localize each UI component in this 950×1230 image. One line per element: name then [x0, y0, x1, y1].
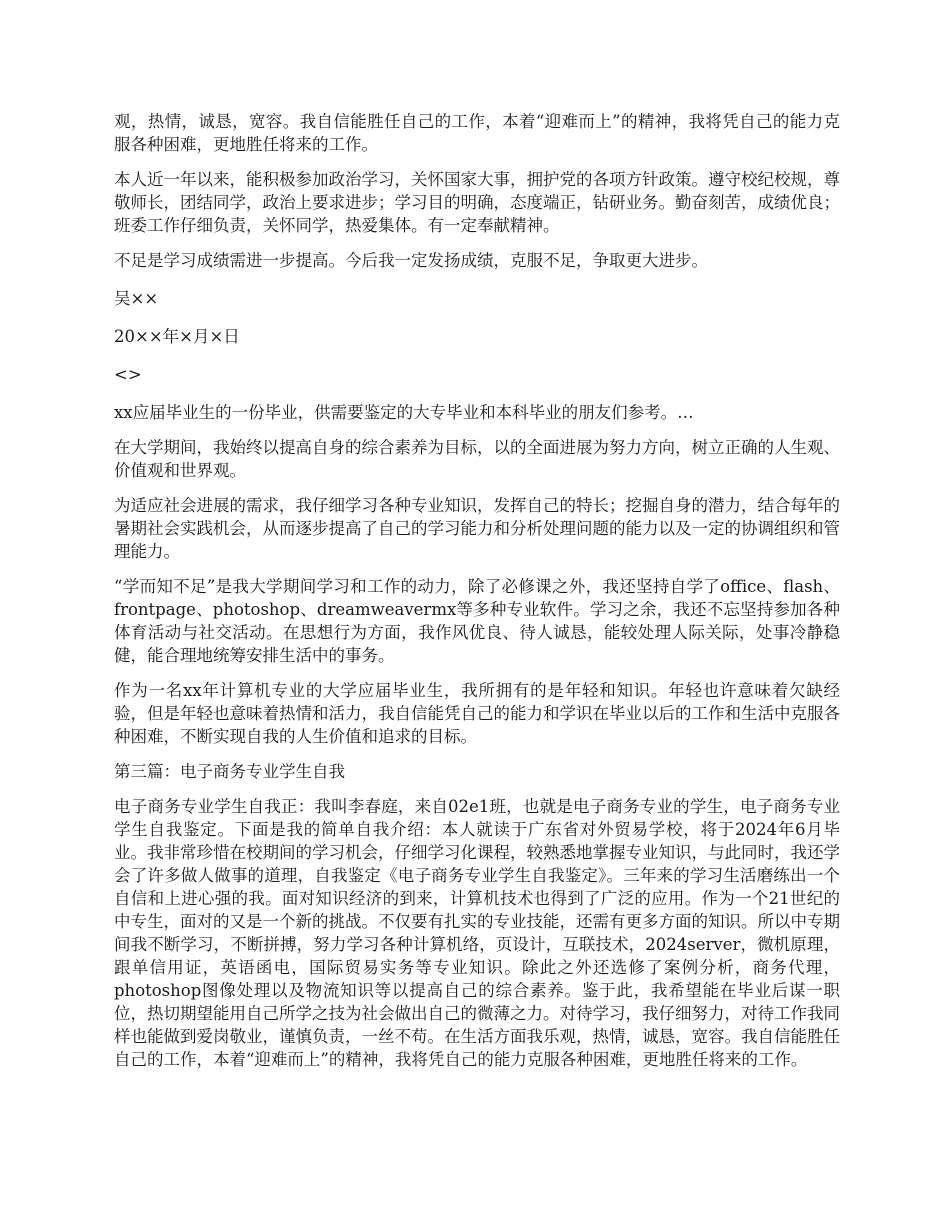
section-heading: 第三篇：电子商务专业学生自我 — [114, 762, 345, 781]
paragraph-political-study: 本人近一年以来，能积极参加政治学习，关怀国家大事，拥护党的各项方针政策。遵守校纪校规，尊敬师长，团结同学，政治上要求进步；学习目的明确，态度端正，钻研业务。勤奋刻苦，成绩优良；班委工作仔细负责，关怀同学，热爱集体。有一定奉献精神。 — [114, 170, 840, 235]
paragraph-university-goal: 在大学期间，我始终以提高自身的综合素养为目标，以的全面进展为努力方向，树立正确的人生观、价值观和世界观。 — [114, 438, 840, 480]
separator-brackets: <> — [114, 365, 142, 384]
paragraph-intro: xx应届毕业生的一份毕业，供需要鉴定的大专毕业和本科毕业的朋友们参考。… — [114, 403, 694, 422]
paragraph-shortcomings: 不足是学习成绩需进一步提高。今后我一定发扬成绩，克服不足，争取更大进步。 — [114, 251, 708, 270]
document-body — [114, 110, 840, 1083]
paragraph-self-study: “学而知不足”是我大学期间学习和工作的动力，除了必修课之外，我还坚持自学了office、flash、frontpage、photoshop、dreamweavermx等多种专业软件。学习之余，我还不忘坚持参加各种体育活动与社交活动。在思想行为方面，我作风优良、待人诚恳，能较处理人际关际，处事冷静稳健，能合理地统筹安排生活中的事务。 — [114, 577, 840, 665]
paragraph-graduate: 作为一名xx年计算机专业的大学应届毕业生，我所拥有的是年轻和知识。年轻也许意味着欠缺经验，但是年轻也意味着热情和活力，我自信能凭自己的能力和学识在毕业以后的工作和生活中克服各种困难，不断实现自我的人生价值和追求的目标。 — [114, 681, 840, 746]
signature-name: 吴×× — [114, 289, 159, 308]
paragraph-continuation: 观，热情，诚恳，宽容。我自信能胜任自己的工作，本着“迎难而上”的精神，我将凭自己的能力克服各种困难，更地胜任将来的工作。 — [114, 112, 840, 154]
paragraph-abilities: 为适应社会进展的需求，我仔细学习各种专业知识，发挥自己的特长；挖掘自身的潜力，结合每年的暑期社会实践机会，从而逐步提高了自己的学习能力和分析处理问题的能力以及一定的协调组织和管理能力。 — [114, 496, 840, 561]
signature-date: 20××年×月×日 — [114, 327, 240, 346]
paragraph-ecommerce-self: 电子商务专业学生自我正：我叫李春庭，来自02e1班，也就是电子商务专业的学生，电子商务专业学生自我鉴定。下面是我的简单自我介绍：本人就读于广东省对外贸易学校，将于2024年6月毕业。我非常珍惜在校期间的学习机会，仔细学习化课程，较熟悉地掌握专业知识，与此同时，我还学会了许多做人做事的道理，自我鉴定《电子商务专业学生自我鉴定》。三年来的学习生活磨练出一个自信和上进心强的我。面对知识经济的到来，计算机技术也得到了广泛的应用。作为一个21世纪的中专生，面对的又是一个新的挑战。不仅要有扎实的专业技能，还需有更多方面的知识。所以中专期间我不断学习，不断拼搏，努力学习各种计算机络，页设计，互联技术，2024server，微机原理，跟单信用证，英语函电，国际贸易实务等专业知识。除此之外还选修了案例分析，商务代理，photoshop图像处理以及物流知识等以提高自己的综合素养。鉴于此，我希望能在毕业后谋一职位，热切期望能用自己所学之技为社会做出自己的微薄之力。对待学习，我仔细努力，对待工作我同样也能做到爱岗敬业，谨慎负责，一丝不苟。在生活方面我乐观，热情，诚恳，宽容。我自信能胜任自己的工作，本着“迎难而上”的精神，我将凭自己的能力克服各种困难，更地胜任将来的工作。 — [114, 797, 840, 1069]
